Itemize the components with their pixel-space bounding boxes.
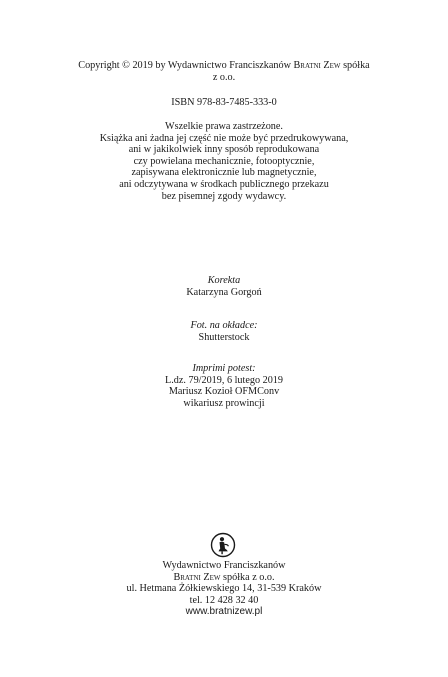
rights-line: Książka ani żadna jej część nie może być przedrukowywana, — [99, 132, 349, 144]
publisher-phone: tel. 12 428 32 40 — [189, 594, 259, 606]
imprimi-potest — [0, 363, 448, 409]
publisher-brand: Bratni Zew — [173, 571, 221, 583]
isbn-text: ISBN 978-83-7485-333-0 — [171, 97, 277, 108]
cover-photo-credit — [0, 320, 448, 343]
copyright-brand: Bratni Zew — [293, 60, 341, 71]
rights-line: bez pisemnej zgody wydawcy. — [161, 190, 287, 202]
copyright-notice — [0, 60, 448, 83]
publisher-name: Wydawnictwo Franciszkanów — [162, 560, 286, 571]
cover-photo-label: Fot. na okładce: — [190, 320, 258, 331]
franciscan-publisher-logo-icon — [210, 532, 236, 558]
copyright-line-2: z o.o. — [212, 71, 236, 83]
copyright-text: Copyright © 2019 by Wydawnictwo Franciszkanów — [78, 60, 294, 71]
publisher-address: ul. Hetmana Żółkiewskiego 14, 31-539 Kraków — [126, 583, 322, 595]
rights-line: Wszelkie prawa zastrzeżone. — [165, 121, 283, 132]
isbn — [0, 97, 448, 109]
rights-line: ani odczytywana w środkach publicznego przekazu — [119, 178, 329, 190]
rights-line: ani w jakikolwiek inny sposób reprodukowana — [128, 144, 320, 156]
imprimi-line: Mariusz Kozioł OFMConv — [168, 386, 280, 398]
rights-line: zapisywana elektronicznie lub magnetycznie, — [131, 167, 317, 179]
correction-name: Katarzyna Gorgoń — [186, 286, 262, 298]
imprimi-label: Imprimi potest: — [192, 363, 256, 374]
correction-credit — [0, 275, 448, 298]
copyright-suffix: spółka — [340, 60, 370, 71]
publisher-info — [0, 560, 448, 618]
publisher-company-suffix: spółka z o.o. — [220, 571, 275, 583]
imprimi-line: wikariusz prowincji — [183, 397, 265, 409]
correction-label: Korekta — [207, 275, 241, 286]
publisher-company — [0, 572, 448, 584]
rights-notice — [0, 121, 448, 202]
publisher-website-link[interactable]: www.bratnizew.pl — [185, 606, 263, 618]
rights-line: czy powielana mechanicznie, fotooptycznie, — [133, 155, 315, 167]
copyright-line-1 — [0, 60, 448, 72]
cover-photo-source: Shutterstock — [198, 331, 250, 343]
imprimi-line: L.dz. 79/2019, 6 lutego 2019 — [165, 374, 283, 386]
